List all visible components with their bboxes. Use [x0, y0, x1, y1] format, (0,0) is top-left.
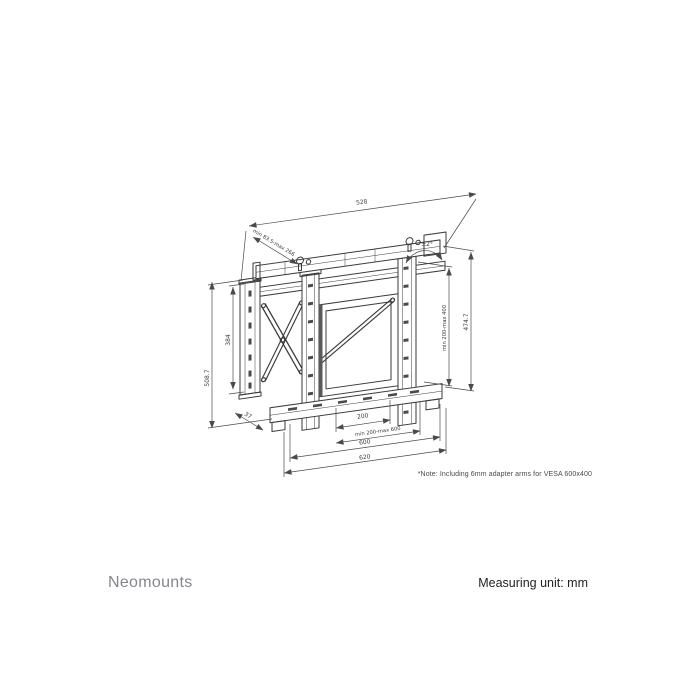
dim-label-bracket-width: 600: [358, 438, 371, 447]
scissor-arms: [262, 285, 395, 384]
dim-label-wall-distance: min 83.5-max 266: [251, 228, 296, 259]
wall-plate: [239, 277, 261, 399]
dim-label-bottom-offset: 37: [242, 410, 253, 421]
dim-label-left-total-height: 508.7: [204, 369, 211, 387]
dim-label-vesa-height-range: min 200-max 400: [442, 304, 448, 352]
dim-label-vesa-width: 200: [356, 412, 369, 421]
brand-logo: Neomounts: [108, 574, 193, 591]
mount-structure: [239, 232, 446, 448]
dim-label-right-total-height: 474.7: [463, 313, 470, 331]
dim-wall-distance: [252, 228, 297, 264]
dim-left-total-height: [204, 280, 272, 428]
vesa-adapter-note: *Note: Including 6mm adapter arms for VESA 600x400: [417, 471, 592, 478]
measuring-unit-label: Measuring unit: mm: [478, 576, 588, 590]
dim-label-total-width: 620: [358, 453, 371, 462]
dim-label-top-width: 528: [355, 198, 368, 207]
center-panel: [319, 294, 398, 397]
dim-label-wall-plate-height: 384: [225, 334, 232, 346]
dim-label-vesa-width-range: min 200-max 600: [354, 425, 402, 439]
dim-label-tilt: ±2°: [421, 241, 433, 248]
dim-bottom-offset: [235, 411, 263, 430]
dim-vesa-height-range: [418, 262, 452, 386]
front-top-rail: [253, 232, 446, 280]
